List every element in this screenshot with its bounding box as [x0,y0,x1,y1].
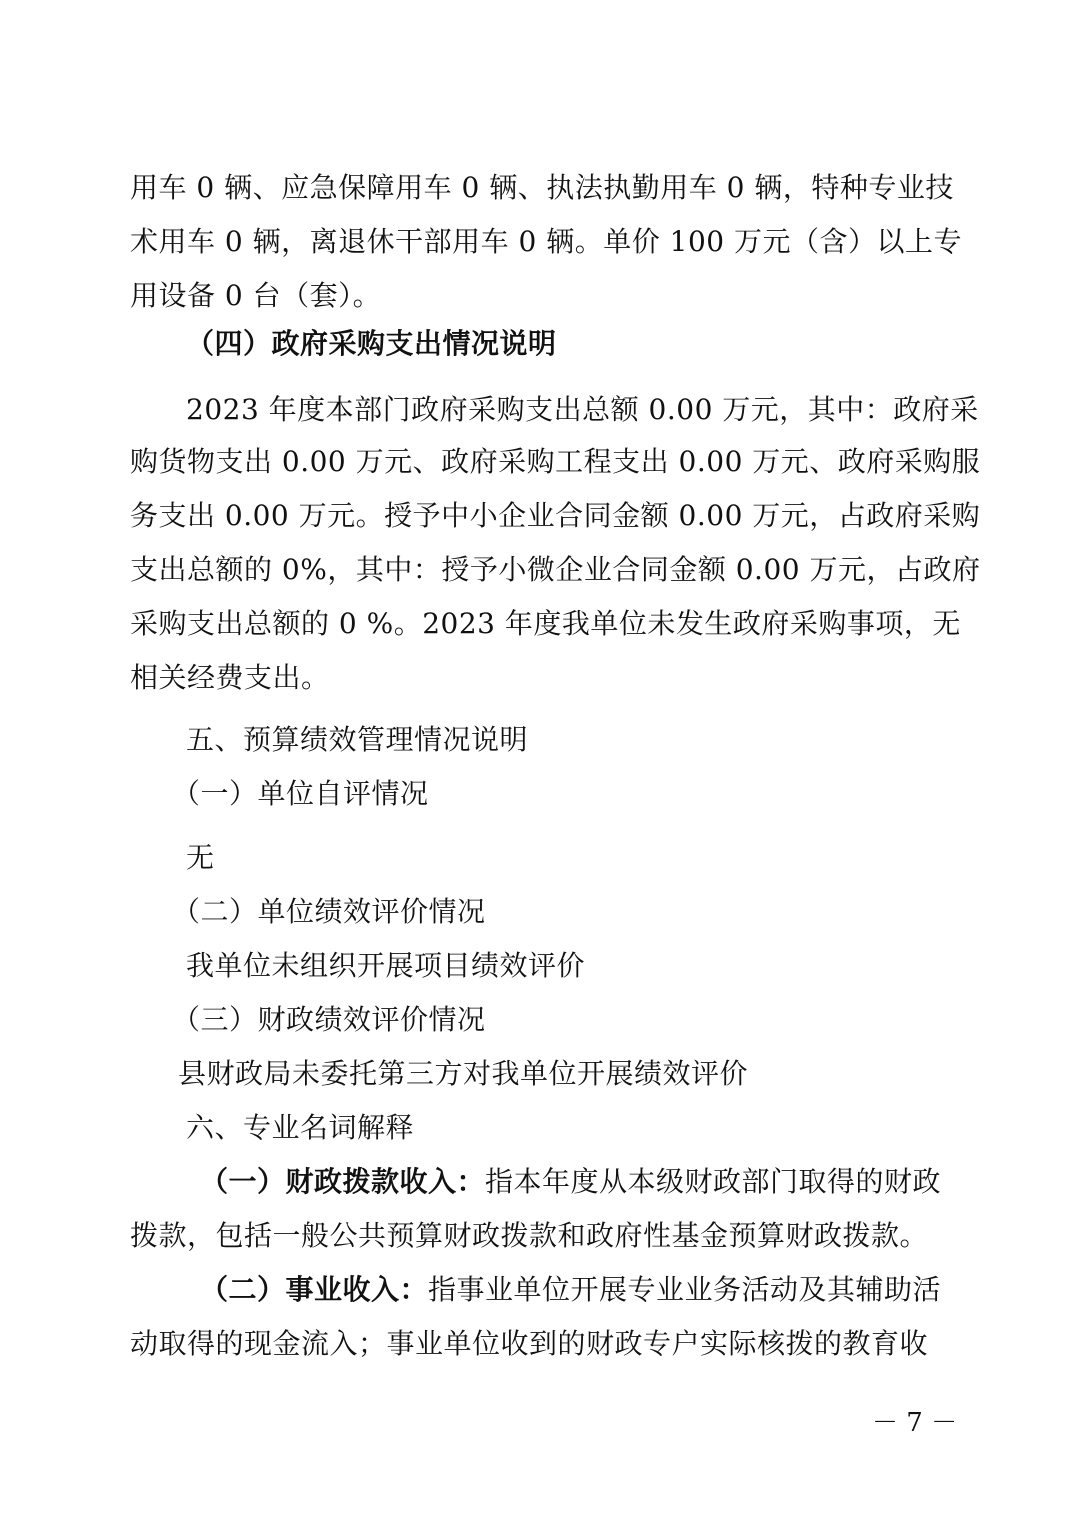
chapter-heading: 五、预算绩效管理情况说明 [186,723,529,756]
definition-term: （二）事业收入： [200,1273,429,1306]
definition-line: 动取得的现金流入；事业单位收到的财政专户实际核拨的教育收 [130,1327,929,1360]
subsection-text: 我单位未组织开展项目绩效评价 [186,949,586,982]
definition-line [200,1162,950,1202]
definition-line: 拨款，包括一般公共预算财政拨款和政府性基金预算财政拨款。 [130,1219,929,1252]
section-heading: （四）政府采购支出情况说明 [186,327,557,360]
definition-term: （一）财政拨款收入： [200,1165,486,1198]
chapter-heading: 六、专业名词解释 [186,1111,415,1144]
paragraph-line: 购货物支出 0.00 万元、政府采购工程支出 0.00 万元、政府采购服 [130,445,981,478]
subsection-heading: （二）单位绩效评价情况 [172,895,486,928]
paragraph-line: 用设备 0 台（套）。 [130,279,382,312]
subsection-text: 县财政局未委托第三方对我单位开展绩效评价 [178,1057,749,1090]
definition-text: 指事业单位开展专业业务活动及其辅助活 [428,1273,942,1306]
subsection-heading: （三）财政绩效评价情况 [172,1003,486,1036]
paragraph-line: 务支出 0.00 万元。授予中小企业合同金额 0.00 万元，占政府采购 [130,499,981,532]
definition-line [200,1270,950,1310]
definition-text: 指本年度从本级财政部门取得的财政 [485,1165,942,1198]
paragraph-line: 用车 0 辆、应急保障用车 0 辆、执法执勤用车 0 辆，特种专业技 [130,171,954,204]
paragraph-line: 相关经费支出。 [130,661,330,694]
paragraph-line: 2023 年度本部门政府采购支出总额 0.00 万元，其中：政府采 [186,393,979,426]
subsection-text: 无 [186,841,215,874]
paragraph-line: 采购支出总额的 0 %。2023 年度我单位未发生政府采购事项，无 [130,607,961,640]
page-number: － 7 － [872,1408,958,1438]
paragraph-line: 术用车 0 辆，离退休干部用车 0 辆。单价 100 万元（含）以上专 [130,225,962,258]
paragraph-line: 支出总额的 0%，其中：授予小微企业合同金额 0.00 万元，占政府 [130,553,981,586]
subsection-heading: （一）单位自评情况 [172,777,429,810]
